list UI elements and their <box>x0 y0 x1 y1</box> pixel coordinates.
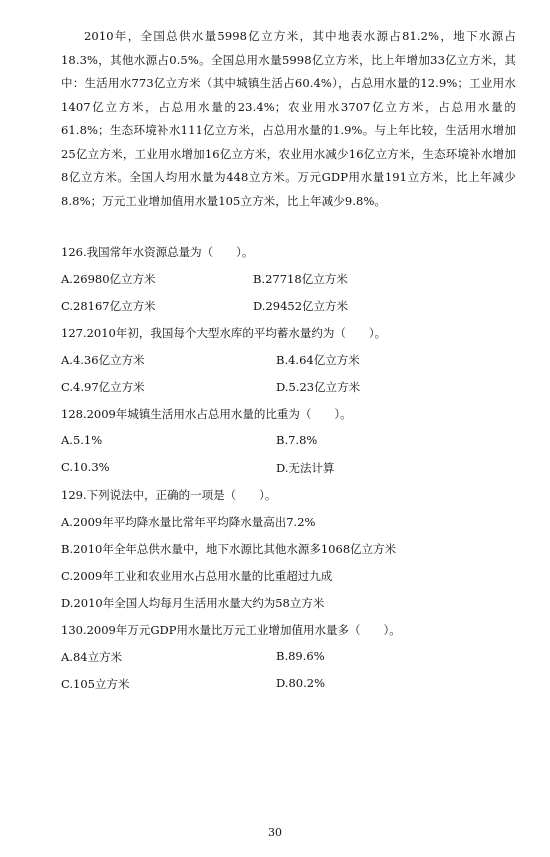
question-127-option-c: C.4.97亿立方米 <box>61 380 145 394</box>
question-126-option-b: B.27718亿立方米 <box>253 272 348 286</box>
question-127-option-b: B.4.64亿立方米 <box>276 353 360 367</box>
question-130-option-b: B.89.6% <box>276 649 325 663</box>
question-130-option-a: A.84立方米 <box>61 650 123 664</box>
question-128-option-d: D.无法计算 <box>276 461 335 475</box>
question-130-option-d: D.80.2% <box>276 676 325 690</box>
question-128-option-b: B.7.8% <box>276 433 318 447</box>
question-128-stem: 128.2009年城镇生活用水占总用水量的比重为（ ）。 <box>61 407 352 421</box>
question-128-option-c: C.10.3% <box>61 460 110 474</box>
question-126-option-d: D.29452亿立方米 <box>253 299 349 313</box>
question-130-option-c: C.105立方米 <box>61 677 130 691</box>
question-128-option-a: A.5.1% <box>61 433 103 447</box>
question-126-option-c: C.28167亿立方米 <box>61 299 156 313</box>
question-126-stem: 126.我国常年水资源总量为（ ）。 <box>61 245 254 259</box>
question-129-stem: 129.下列说法中，正确的一项是（ ）。 <box>61 488 277 502</box>
passage-text: 2010年，全国总供水量5998亿立方米，其中地表水源占81.2%，地下水源占18.3%，其他水源占0.5%。全国总用水量5998亿立方米，比上年增加33亿立方米，其中：生活用水773亿立方米（其中城镇生活占60.4%），占总用水量的12.9%；工业用水1407亿立方米，占总用水量的23.4%；农业用水3707亿立方米，占总用水量的61.8%；生态环境补水111亿立方米，占总用水量的1.9%。与上年比较，生活用水增加25亿立方米，工业用水增加16亿立方米，农业用水减少16亿立方米，生态环境补水增加8亿立方米。全国人均用水量为448立方米。万元GDP用水量191立方米，比上年减少8.8%；万元工业增加值用水量105立方米，比上年减少9.8%。 <box>61 29 516 208</box>
question-127-option-a: A.4.36亿立方米 <box>61 353 145 367</box>
question-127-option-d: D.5.23亿立方米 <box>276 380 361 394</box>
question-129-option-d: D.2010年全国人均每月生活用水量大约为58立方米 <box>61 596 325 610</box>
question-129-option-a: A.2009年平均降水量比常年平均降水量高出7.2% <box>61 515 316 529</box>
question-129-option-b: B.2010年全年总供水量中，地下水源比其他水源多1068亿立方米 <box>61 542 397 556</box>
question-127-stem: 127.2010年初，我国每个大型水库的平均蓄水量约为（ ）。 <box>61 326 387 340</box>
question-130-stem: 130.2009年万元GDP用水量比万元工业增加值用水量多（ ）。 <box>61 623 401 637</box>
question-129-option-c: C.2009年工业和农业用水占总用水量的比重超过九成 <box>61 569 333 583</box>
question-126-option-a: A.26980亿立方米 <box>61 272 156 286</box>
page-number: 30 <box>268 826 282 839</box>
